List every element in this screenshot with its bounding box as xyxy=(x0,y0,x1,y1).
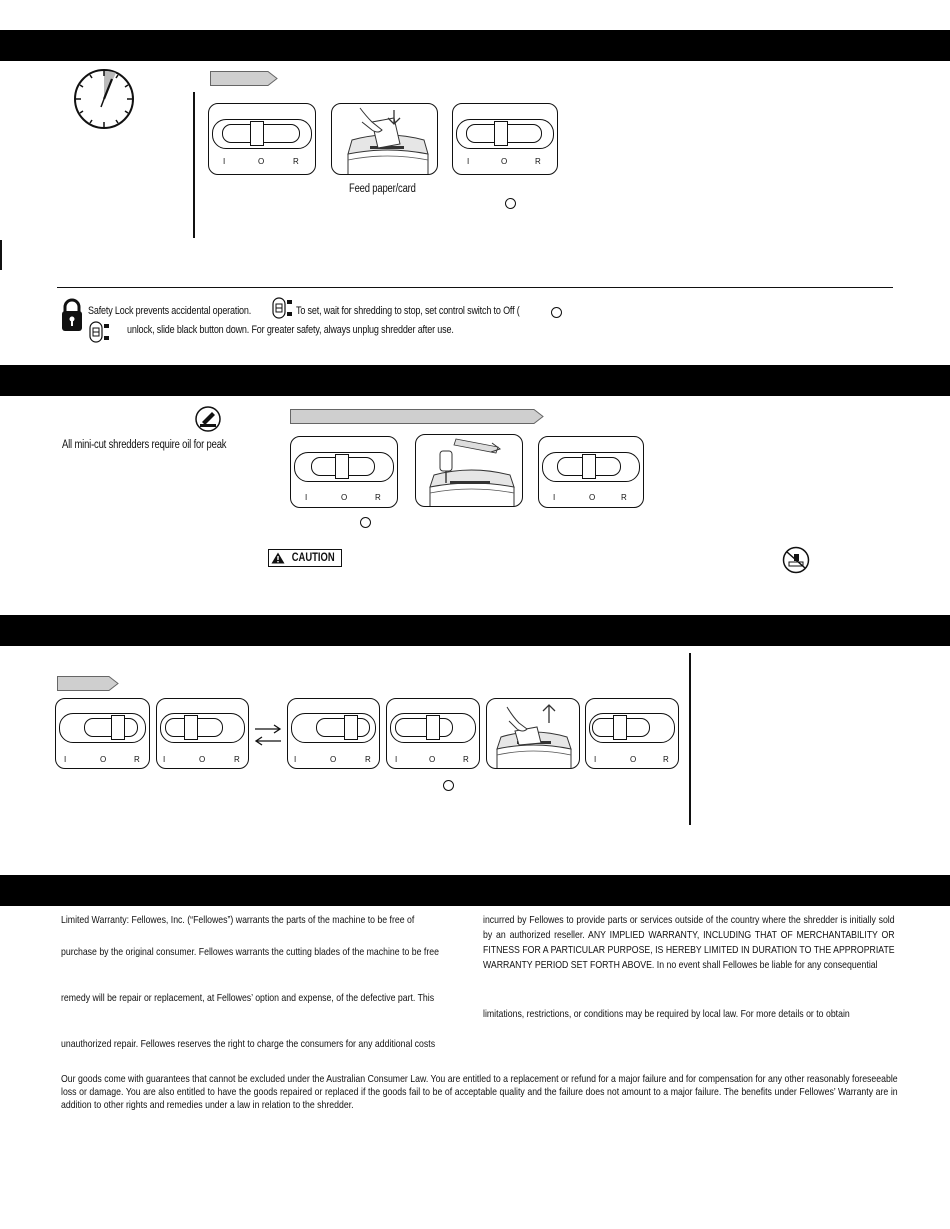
feed-paper-caption: Feed paper/card xyxy=(349,183,416,195)
switch-panel xyxy=(386,698,480,769)
off-symbol xyxy=(360,517,371,528)
warranty-right-p1: incurred by Fellowes to provide parts or services outside of the country where the shredder is initially sold by an authorized reseller. ANY IMPLIED WARRANTY, INCLUDING THAT OF MERCHANTABILITY OR FITNESS FOR A PARTICULAR PURPOSE, IS HEREBY LIMITED IN DURATION TO THE APPROPRIATE WARRANTY PERIOD SET FORTH ABOVE. In no event shall Fellowes be liable for any consequential xyxy=(483,915,895,971)
switch-label-r: R xyxy=(293,157,299,166)
switch-label-r: R xyxy=(535,157,541,166)
section-header-bar-2 xyxy=(0,365,950,396)
switch-label-i: I xyxy=(305,493,308,502)
switch-panel xyxy=(290,436,398,508)
remove-paper-illustration xyxy=(486,698,580,769)
horizontal-rule xyxy=(57,287,893,288)
switch-label-o: O xyxy=(501,157,508,166)
safety-lock-text-2: unlock, slide black button down. For greater safety, always unplug shredder after use. xyxy=(127,324,454,336)
switch-knob xyxy=(316,718,370,737)
switch-label-i: I xyxy=(223,157,226,166)
oiling-illustration xyxy=(415,434,523,507)
section-header-bar-1 xyxy=(0,30,950,61)
switch-panel xyxy=(452,103,558,175)
switch-panel xyxy=(208,103,316,175)
warranty-left-p1: Limited Warranty: Fellowes, Inc. (“Fellowes”) warrants the parts of the machine to be free of xyxy=(61,915,415,926)
switch-knob xyxy=(395,718,453,737)
toggle-arrows-icon xyxy=(253,724,283,746)
switch-label-i: I xyxy=(64,755,67,764)
switch-label-r: R xyxy=(463,755,469,764)
switch-slider xyxy=(344,715,358,740)
switch-label-r: R xyxy=(234,755,240,764)
caution-text: CAUTION xyxy=(291,552,335,564)
switch-label-i: I xyxy=(553,493,556,502)
switch-label-r: R xyxy=(375,493,381,502)
switch-label-r: R xyxy=(621,493,627,502)
switch-label-i: I xyxy=(294,755,297,764)
left-margin-mark xyxy=(0,240,2,270)
section3-divider-line xyxy=(689,653,691,825)
switch-panel xyxy=(538,436,644,508)
switch-label-o: O xyxy=(630,755,637,764)
switch-label-i: I xyxy=(163,755,166,764)
padlock-icon xyxy=(61,297,83,333)
switch-slider xyxy=(494,121,508,146)
oil-icon xyxy=(194,406,222,432)
safety-unlock-switch-icon xyxy=(89,320,111,344)
switch-label-o: O xyxy=(330,755,337,764)
switch-panel xyxy=(585,698,679,769)
step-arrow-tag xyxy=(210,71,278,86)
safety-lock-text-1a: Safety Lock prevents accidental operation. xyxy=(88,305,252,317)
warning-triangle-icon xyxy=(271,552,285,564)
switch-slider xyxy=(613,715,627,740)
switch-slider xyxy=(184,715,198,740)
switch-slider xyxy=(426,715,440,740)
off-symbol xyxy=(551,307,562,318)
warranty-right-p2: limitations, restrictions, or conditions may be required by local law. For more details or to obtain xyxy=(483,1009,850,1020)
switch-panel xyxy=(287,698,380,769)
australian-consumer-law-note: Our goods come with guarantees that cannot be excluded under the Australian Consumer Law. You are entitled to a replacement or refund for a major failure and for compensation for any other reasonably foreseeable loss or damage. You are also entitled to have the goods repaired or replaced if the goods fail to be of acceptable quality and the failure does not amount to a major failure. The benefits under Fellowes’ Warranty are in addition to other rights and remedies under a law in relation to the shredder. xyxy=(61,1074,898,1111)
switch-label-i: I xyxy=(395,755,398,764)
switch-label-r: R xyxy=(134,755,140,764)
clock-icon xyxy=(72,67,136,131)
switch-label-o: O xyxy=(341,493,348,502)
jam-arrow-tag xyxy=(57,676,119,691)
section-header-bar-3 xyxy=(0,615,950,646)
off-symbol xyxy=(505,198,516,209)
safety-lock-switch-icon xyxy=(272,296,294,320)
no-aerosol-icon xyxy=(781,546,811,574)
switch-slider xyxy=(111,715,125,740)
switch-panel xyxy=(55,698,150,769)
switch-slider xyxy=(335,454,349,479)
warranty-left-p2: purchase by the original consumer. Fellowes warrants the cutting blades of the machine to be free xyxy=(61,947,439,958)
switch-label-i: I xyxy=(467,157,470,166)
warranty-left-p3: remedy will be repair or replacement, at Fellowes’ option and expense, of the defective part. This xyxy=(61,993,435,1004)
oiling-text: All mini-cut shredders require oil for peak xyxy=(62,439,227,451)
oiling-arrow-tag xyxy=(290,409,544,424)
switch-slider xyxy=(582,454,596,479)
switch-label-o: O xyxy=(429,755,436,764)
section1-divider-line xyxy=(193,92,195,238)
switch-label-r: R xyxy=(663,755,669,764)
switch-label-o: O xyxy=(199,755,206,764)
switch-panel xyxy=(156,698,249,769)
switch-label-o: O xyxy=(589,493,596,502)
off-symbol xyxy=(443,780,454,791)
safety-lock-text-1b: To set, wait for shredding to stop, set control switch to Off ( xyxy=(296,305,520,317)
switch-label-o: O xyxy=(100,755,107,764)
switch-label-o: O xyxy=(258,157,265,166)
switch-slider xyxy=(250,121,264,146)
warranty-left-p4: unauthorized repair. Fellowes reserves the right to charge the consumers for any additional costs xyxy=(61,1039,436,1050)
switch-label-i: I xyxy=(594,755,597,764)
feed-paper-illustration xyxy=(331,103,438,175)
caution-label xyxy=(268,549,342,567)
switch-label-r: R xyxy=(365,755,371,764)
section-header-bar-4 xyxy=(0,875,950,906)
